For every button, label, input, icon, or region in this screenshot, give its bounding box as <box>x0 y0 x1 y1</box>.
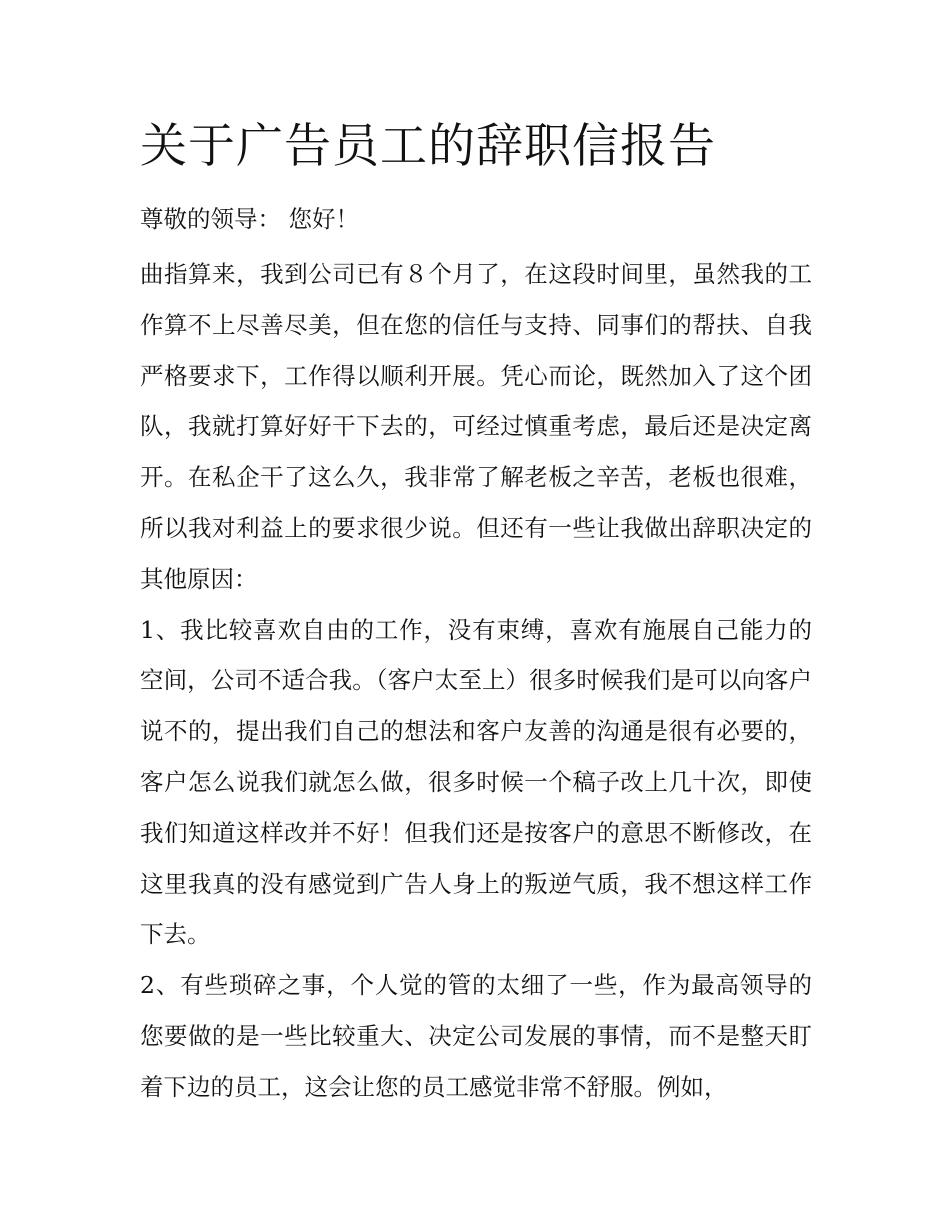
paragraph-reason-2: 2、有些琐碎之事，个人觉的管的太细了一些，作为最高领导的您要做的是一些比较重大、决定公司发展的事情，而不是整天盯着下边的员工，这会让您的员工感觉非常不舒服。例如， <box>140 971 812 1101</box>
document-body <box>140 112 812 1113</box>
salutation: 尊敬的领导： 您好！ <box>140 205 359 233</box>
document-title: 关于广告员工的辞职信报告 <box>140 119 716 174</box>
paragraph-intro: 曲指算来，我到公司已有８个月了，在这段时间里，虽然我的工作算不上尽善尽美，但在您的信任与支持、同事们的帮扶、自我严格要求下，工作得以顺利开展。凭心而论，既然加入了这个团队，我就打算好好干下去的，可经过慎重考虑，最后还是决定离开。在私企干了这么久，我非常了解老板之辛苦，老板也很难，所以我对利益上的要求很少说。但还有一些让我做出辞职决定的其他原因： <box>140 260 812 593</box>
paragraph-reason-1: 1、我比较喜欢自由的工作，没有束缚，喜欢有施展自己能力的空间，公司不适合我。（客户太至上）很多时候我们是可以向客户说不的，提出我们自己的想法和客户友善的沟通是很有必要的，客户怎么说我们就怎么做，很多时候一个稿子改上几十次，即使我们知道这样改并不好！但我们还是按客户的意思不断修改，在这里我真的没有感觉到广告人身上的叛逆气质，我不想这样工作下去。 <box>140 615 812 949</box>
